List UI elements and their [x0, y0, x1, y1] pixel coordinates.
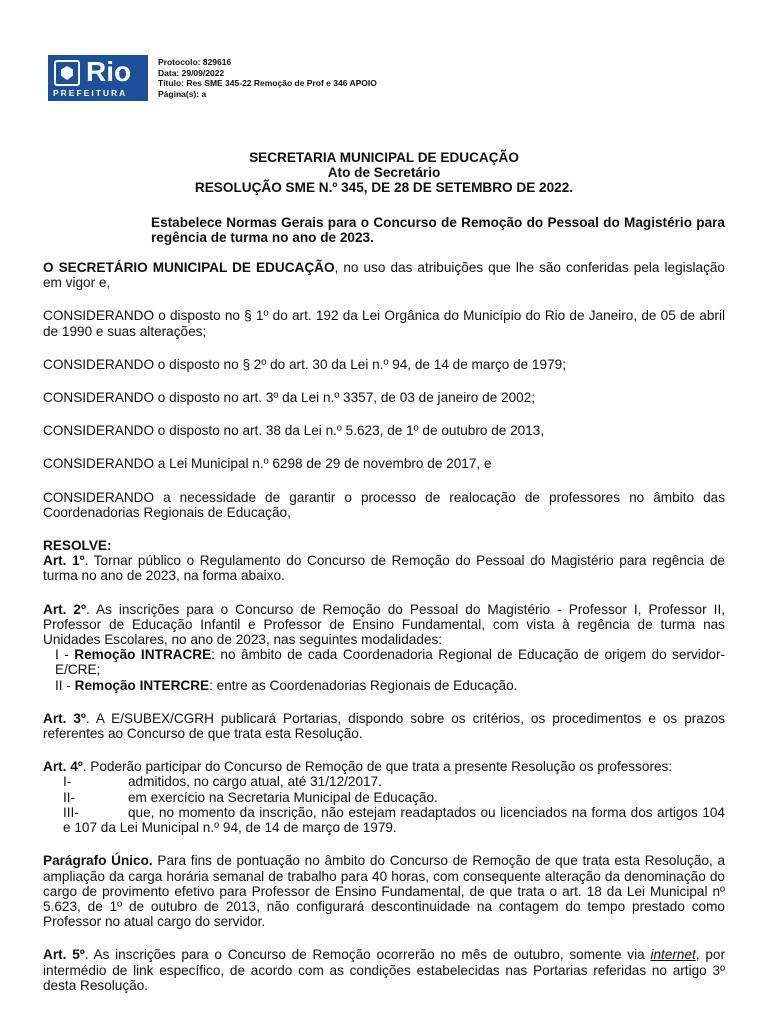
intro-bold: O SECRETÁRIO MUNICIPAL DE EDUCAÇÃO: [43, 260, 335, 276]
considerando-1: CONSIDERANDO o disposto no § 1º do art. 192 da Lei Orgânica do Município do Rio de Janeiro, de 05 de abril de 1990 e suas alterações;: [43, 308, 725, 339]
paragrafo-unico: Parágrafo Único. Para fins de pontuação no âmbito do Concurso de Remoção de que trata esta Resolução, a ampliação da carga horária semanal de trabalho para 40 horas, com consequente alteração da denominação do cargo de provimento efetivo para Professor de Ensino Fundamental, de que trata o art. 18 da Lei Municipal nº 5.623, de 1º de outubro de 2013, não configurará descontinuidade na contagem do tempo prestado como Professor no atual cargo do servidor.: [43, 853, 726, 930]
art-4: Art. 4º. Poderão participar do Concurso de Remoção de que trata a presente Resolução os professores:: [43, 759, 673, 775]
considerando-2: CONSIDERANDO o disposto no § 2º do art. 30 da Lei n.º 94, de 14 de março de 1979;: [43, 356, 567, 372]
considerando-6: CONSIDERANDO a necessidade de garantir o processo de realocação de professores no âmbito das Coordenadorias Regionais de Educação,: [43, 489, 725, 520]
paginas: Página(s): a: [158, 88, 207, 99]
intro-paragraph: [43, 260, 725, 290]
document-body: [43, 150, 725, 993]
resolve-heading: RESOLVE:: [43, 538, 112, 554]
art-4-item-1: I- admitidos, no cargo atual, até 31/12/2017.: [63, 774, 382, 790]
data: Data: 29/09/2022: [158, 67, 225, 78]
considerando-5: CONSIDERANDO a Lei Municipal n.º 6298 de 29 de novembro de 2017, e: [43, 456, 492, 472]
coat-of-arms-icon: [54, 60, 80, 86]
resolution-title: RESOLUÇÃO SME N.º 345, DE 28 DE SETEMBRO DE 2022.: [194, 180, 574, 196]
logo-subtitle: PREFEITURA: [53, 88, 128, 98]
art-4-item-3: III- que, no momento da inscrição, não estejam readaptados ou licenciados na forma dos artigos 104 e 107 da Lei Municipal n.º 94, de 14 de março de 1979.: [63, 804, 725, 836]
art-2: Art. 2º. As inscrições para o Concurso de Remoção do Pessoal do Magistério - Professor I, Professor II, Professor de Educação Infantil e Professor de Ensino Fundamental, com vista à regência de turma nas Unidades Escolares, no ano de 2023, nas seguintes modalidades:: [43, 601, 725, 648]
act-type: Ato de Secretário: [327, 165, 441, 181]
org-name: SECRETARIA MUNICIPAL DE EDUCAÇÃO: [249, 150, 519, 165]
art-5: Art. 5º. As inscrições para o Concurso de Remoção ocorrerão no mês de outubro, somente via internet, por intermédio de link específico, de acordo com as condições estabelecidas nas Portarias referidas no artigo 3º desta Resolução.: [43, 947, 725, 993]
art-3: Art. 3º. A E/SUBEX/CGRH publicará Portarias, dispondo sobre os critérios, os procedimentos e os prazos referentes ao Concurso de que trata esta Resolução.: [43, 710, 725, 742]
resolution-subject: Estabelece Normas Gerais para o Concurso de Remoção do Pessoal do Magistério para regência de turma no ano de 2023.: [151, 214, 725, 245]
prefeitura-rio-logo: [48, 55, 148, 101]
titulo: Título: Res SME 345-22 Remoção de Prof e 346 APOIO: [158, 78, 377, 88]
protocol-metadata: [158, 57, 377, 99]
considerando-4: CONSIDERANDO o disposto no art. 38 da Lei n.º 5.623, de 1º de outubro de 2013,: [43, 423, 545, 439]
art-2-item-ii: II - Remoção INTERCRE: entre as Coordenadorias Regionais de Educação.: [55, 677, 518, 693]
art-2-item-i: I - Remoção INTRACRE: no âmbito de cada Coordenadoria Regional de Educação de origem do servidor- E/CRE;: [55, 647, 726, 678]
art-1: Art. 1º. Tornar público o Regulamento do Concurso de Remoção do Pessoal do Magistério para regência de turma no ano de 2023, na forma abaixo.: [43, 553, 725, 584]
logo-brand: Rio: [86, 56, 132, 87]
internet-word: internet: [650, 947, 696, 963]
art-4-item-2: II- em exercício na Secretaria Municipal de Educação.: [63, 789, 438, 805]
protocolo: Protocolo: 829616: [158, 57, 232, 67]
considerando-3: CONSIDERANDO o disposto no art. 3º da Lei n.º 3357, de 03 de janeiro de 2002;: [43, 390, 536, 406]
intro-text: , no uso das atribuições que lhe são conferidas pela legislação em vigor e,: [43, 260, 725, 291]
